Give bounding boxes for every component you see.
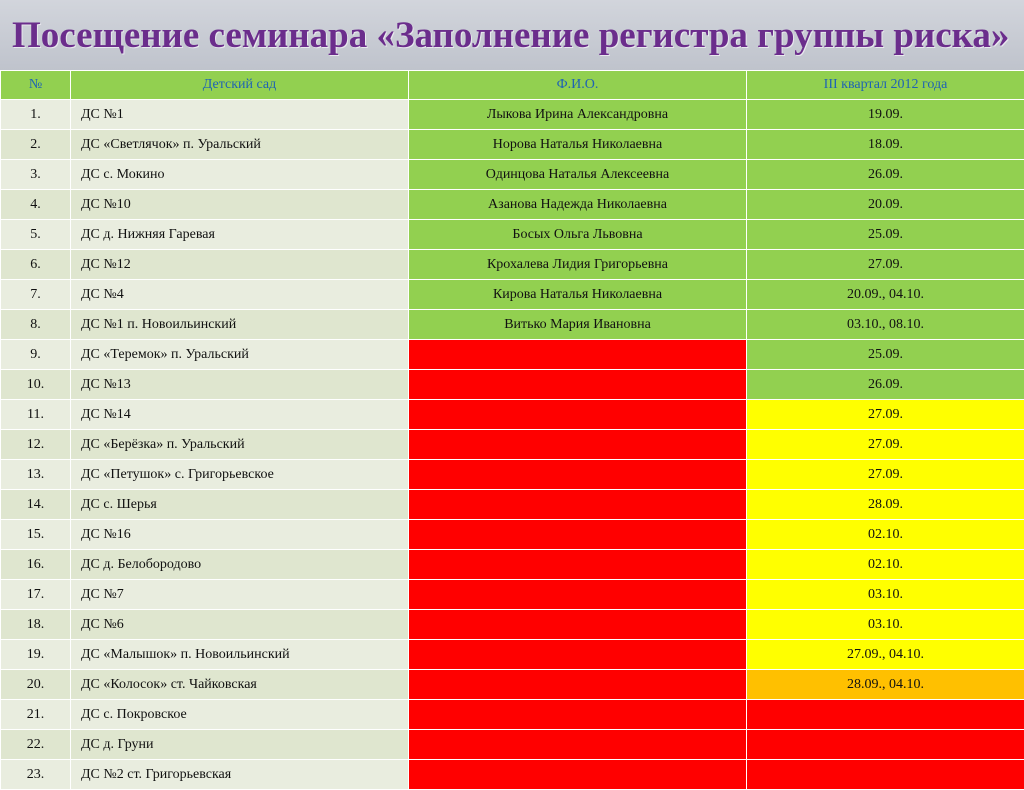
fio-cell: Витько Мария Ивановна <box>409 310 747 340</box>
date-cell: 03.10. <box>747 610 1024 640</box>
date-cell <box>747 730 1024 760</box>
table-row <box>1 280 1024 310</box>
date-cell: 20.09. <box>747 190 1024 220</box>
table-row <box>1 400 1024 430</box>
fio-cell: Кирова Наталья Николаевна <box>409 280 747 310</box>
row-number-cell: 7. <box>1 280 71 310</box>
date-cell: 20.09., 04.10. <box>747 280 1024 310</box>
table-row <box>1 700 1024 730</box>
row-number-cell: 19. <box>1 640 71 670</box>
table-row <box>1 370 1024 400</box>
kindergarten-cell: ДС «Малышок» п. Новоильинский <box>71 640 409 670</box>
table-row <box>1 760 1024 790</box>
date-cell: 26.09. <box>747 160 1024 190</box>
fio-cell <box>409 370 747 400</box>
table-row <box>1 460 1024 490</box>
row-number-cell: 9. <box>1 340 71 370</box>
table-row <box>1 580 1024 610</box>
row-number-cell: 23. <box>1 760 71 790</box>
kindergarten-cell: ДС «Теремок» п. Уральский <box>71 340 409 370</box>
table-row <box>1 550 1024 580</box>
fio-cell <box>409 760 747 790</box>
kindergarten-cell: ДС №1 п. Новоильинский <box>71 310 409 340</box>
row-number-cell: 13. <box>1 460 71 490</box>
table-row <box>1 190 1024 220</box>
table-row <box>1 160 1024 190</box>
row-number-cell: 20. <box>1 670 71 700</box>
row-number-cell: 11. <box>1 400 71 430</box>
kindergarten-cell: ДС д. Груни <box>71 730 409 760</box>
title-bar <box>0 0 1024 70</box>
kindergarten-cell: ДС «Петушок» с. Григорьевское <box>71 460 409 490</box>
row-number-cell: 22. <box>1 730 71 760</box>
kindergarten-cell: ДС «Светлячок» п. Уральский <box>71 130 409 160</box>
kindergarten-cell: ДС №7 <box>71 580 409 610</box>
table-row <box>1 130 1024 160</box>
fio-cell <box>409 700 747 730</box>
fio-cell <box>409 580 747 610</box>
date-cell: 03.10., 08.10. <box>747 310 1024 340</box>
table-row <box>1 340 1024 370</box>
row-number-cell: 14. <box>1 490 71 520</box>
date-cell: 02.10. <box>747 550 1024 580</box>
row-number-cell: 3. <box>1 160 71 190</box>
date-cell: 03.10. <box>747 580 1024 610</box>
table-row <box>1 670 1024 700</box>
table-row <box>1 250 1024 280</box>
kindergarten-cell: ДС с. Покровское <box>71 700 409 730</box>
row-number-cell: 8. <box>1 310 71 340</box>
page-title: Посещение семинара «Заполнение регистра группы риска» <box>12 14 1009 57</box>
date-cell: 19.09. <box>747 100 1024 130</box>
table-header-row <box>1 71 1024 100</box>
fio-cell <box>409 340 747 370</box>
kindergarten-cell: ДС №14 <box>71 400 409 430</box>
table-row <box>1 640 1024 670</box>
fio-cell: Азанова Надежда Николаевна <box>409 190 747 220</box>
row-number-cell: 5. <box>1 220 71 250</box>
date-cell <box>747 700 1024 730</box>
kindergarten-cell: ДС №2 ст. Григорьевская <box>71 760 409 790</box>
header-num: № <box>1 71 71 100</box>
kindergarten-cell: ДС №13 <box>71 370 409 400</box>
date-cell: 02.10. <box>747 520 1024 550</box>
date-cell: 25.09. <box>747 220 1024 250</box>
table-row <box>1 520 1024 550</box>
attendance-table <box>0 70 1024 790</box>
fio-cell <box>409 730 747 760</box>
date-cell: 27.09. <box>747 430 1024 460</box>
date-cell: 26.09. <box>747 370 1024 400</box>
header-fio: Ф.И.О. <box>409 71 747 100</box>
row-number-cell: 12. <box>1 430 71 460</box>
date-cell: 27.09., 04.10. <box>747 640 1024 670</box>
fio-cell: Норова Наталья Николаевна <box>409 130 747 160</box>
header-kindergarten: Детский сад <box>71 71 409 100</box>
fio-cell <box>409 490 747 520</box>
kindergarten-cell: ДС «Берёзка» п. Уральский <box>71 430 409 460</box>
header-quarter: III квартал 2012 года <box>747 71 1024 100</box>
table-row <box>1 730 1024 760</box>
kindergarten-cell: ДС №10 <box>71 190 409 220</box>
kindergarten-cell: ДС д. Белобородово <box>71 550 409 580</box>
table-row <box>1 220 1024 250</box>
row-number-cell: 1. <box>1 100 71 130</box>
fio-cell: Босых Ольга Львовна <box>409 220 747 250</box>
fio-cell <box>409 550 747 580</box>
row-number-cell: 4. <box>1 190 71 220</box>
date-cell: 18.09. <box>747 130 1024 160</box>
date-cell: 28.09., 04.10. <box>747 670 1024 700</box>
fio-cell <box>409 400 747 430</box>
kindergarten-cell: ДС №4 <box>71 280 409 310</box>
kindergarten-cell: ДС д. Нижняя Гаревая <box>71 220 409 250</box>
fio-cell <box>409 610 747 640</box>
date-cell <box>747 760 1024 790</box>
date-cell: 28.09. <box>747 490 1024 520</box>
table-row <box>1 490 1024 520</box>
row-number-cell: 6. <box>1 250 71 280</box>
date-cell: 27.09. <box>747 400 1024 430</box>
row-number-cell: 18. <box>1 610 71 640</box>
row-number-cell: 17. <box>1 580 71 610</box>
table-row <box>1 310 1024 340</box>
table-row <box>1 100 1024 130</box>
row-number-cell: 2. <box>1 130 71 160</box>
table-body <box>1 100 1024 790</box>
kindergarten-cell: ДС №1 <box>71 100 409 130</box>
fio-cell <box>409 460 747 490</box>
fio-cell <box>409 520 747 550</box>
row-number-cell: 16. <box>1 550 71 580</box>
table-row <box>1 610 1024 640</box>
kindergarten-cell: ДС №16 <box>71 520 409 550</box>
date-cell: 27.09. <box>747 250 1024 280</box>
date-cell: 27.09. <box>747 460 1024 490</box>
date-cell: 25.09. <box>747 340 1024 370</box>
row-number-cell: 21. <box>1 700 71 730</box>
table-row <box>1 430 1024 460</box>
fio-cell <box>409 430 747 460</box>
fio-cell: Лыкова Ирина Александровна <box>409 100 747 130</box>
kindergarten-cell: ДС с. Шерья <box>71 490 409 520</box>
fio-cell: Одинцова Наталья Алексеевна <box>409 160 747 190</box>
fio-cell: Крохалева Лидия Григорьевна <box>409 250 747 280</box>
kindergarten-cell: ДС №6 <box>71 610 409 640</box>
row-number-cell: 15. <box>1 520 71 550</box>
kindergarten-cell: ДС «Колосок» ст. Чайковская <box>71 670 409 700</box>
fio-cell <box>409 670 747 700</box>
kindergarten-cell: ДС №12 <box>71 250 409 280</box>
row-number-cell: 10. <box>1 370 71 400</box>
kindergarten-cell: ДС с. Мокино <box>71 160 409 190</box>
fio-cell <box>409 640 747 670</box>
